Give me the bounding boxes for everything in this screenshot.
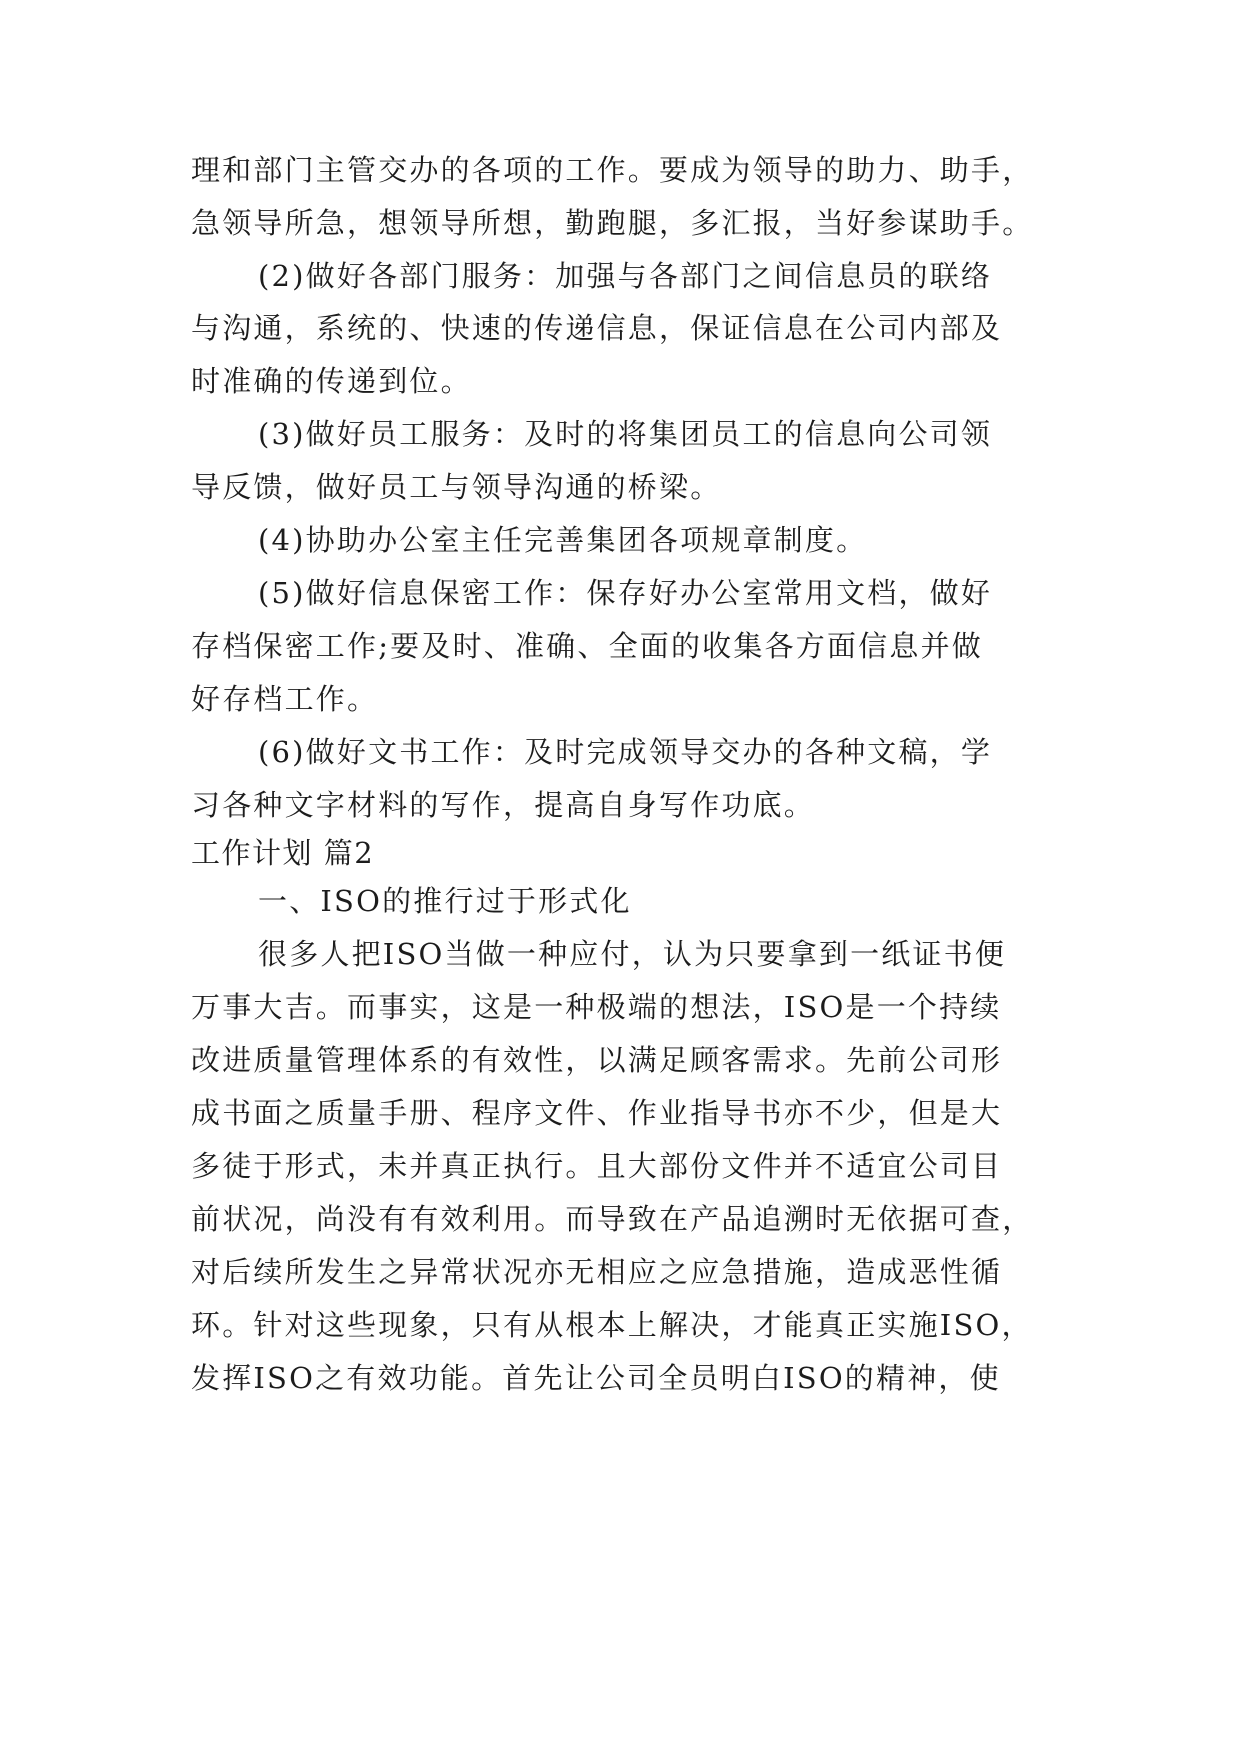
paragraph-line: 很多人把ISO当做一种应付，认为只要拿到一纸证书便 [258,937,1007,971]
paragraph-line: 存档保密工作;要及时、准确、全面的收集各方面信息并做 [191,629,983,663]
paragraph-line: 多徒于形式，未并真正执行。且大部份文件并不适宜公司目 [191,1149,1003,1183]
paragraph-line: 发挥ISO之有效功能。首先让公司全员明白ISO的精神，使 [191,1361,1001,1395]
subsection-heading: 一、ISO的推行过于形式化 [258,884,632,918]
paragraph-line: 好存档工作。 [191,682,379,716]
paragraph-line: 时准确的传递到位。 [191,364,472,398]
paragraph-line: (3)做好员工服务：及时的将集团员工的信息向公司领 [258,417,993,451]
paragraph-line: 万事大吉。而事实，这是一种极端的想法，ISO是一个持续 [191,990,1002,1024]
paragraph-line: 习各种文字材料的写作，提高自身写作功底。 [191,788,816,822]
paragraph-line: (2)做好各部门服务：加强与各部门之间信息员的联络 [258,259,993,293]
paragraph-line: 与沟通，系统的、快速的传递信息，保证信息在公司内部及 [191,311,1003,345]
paragraph-line: (6)做好文书工作：及时完成领导交办的各种文稿，学 [258,735,993,769]
paragraph-line: 改进质量管理体系的有效性，以满足顾客需求。先前公司形 [191,1043,1003,1077]
paragraph-line: 理和部门主管交办的各项的工作。要成为领导的助力、助手， [191,153,1034,187]
paragraph-line: 导反馈，做好员工与领导沟通的桥梁。 [191,470,722,504]
section-heading: 工作计划 篇2 [191,836,375,870]
paragraph-line: 对后续所发生之异常状况亦无相应之应急措施，造成恶性循 [191,1255,1003,1289]
paragraph-line: 成书面之质量手册、程序文件、作业指导书亦不少，但是大 [191,1096,1003,1130]
paragraph-line: 前状况，尚没有有效利用。而导致在产品追溯时无依据可查， [191,1202,1034,1236]
paragraph-line: 急领导所急，想领导所想，勤跑腿，多汇报，当好参谋助手。 [191,206,1034,240]
paragraph-line: (4)协助办公室主任完善集团各项规章制度。 [258,523,868,557]
paragraph-line: 环。针对这些现象，只有从根本上解决，才能真正实施ISO， [191,1308,1033,1342]
paragraph-line: (5)做好信息保密工作：保存好办公室常用文档，做好 [258,576,993,610]
